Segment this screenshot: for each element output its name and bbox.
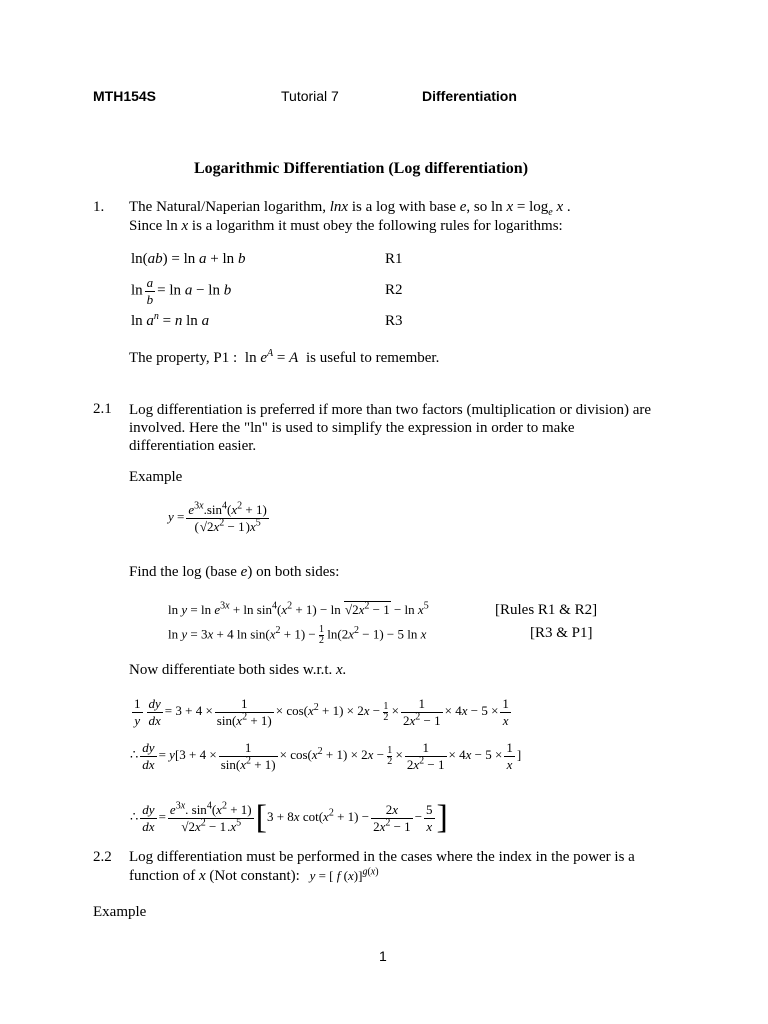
ln-x-formula: ln x — [166, 218, 189, 234]
text: Since — [129, 218, 167, 234]
ln-x-equals-log-e-x-formula: $\ln x = \log_e x$ . — [491, 199, 571, 218]
variable-x: x — [198, 868, 206, 884]
tag-rules-r1-r2: [Rules R1 & R2] — [495, 602, 598, 618]
derivative-equation-3: ∴ $\frac{dy}{dx}$ = $\frac{e^{3x}. \sin^4(x^2 + 1)}{√2x^2 - 1.x^5}$ [3 + 8x $\cot(x^2 + 1)$ − $\frac{2x}{2x^2 - 1}$ − $\frac{5}{x}$ ] — [130, 799, 448, 836]
rule-2-formula: ln $\frac{a}{b}$ = ln a − ln b — [131, 275, 232, 307]
log-equation-2: ln y = 3x + 4 $\ln \sin(x^2 + 1)$ − $\frac{1}{2}$ $\ln(2x^2 - 1) - 5$ ln x — [168, 624, 427, 646]
lnx-term: lnx — [329, 199, 349, 215]
page-number: 1 — [379, 948, 387, 964]
text: The property, P1 : — [129, 350, 238, 366]
rule-3-formula: $\ln a^n = n$ ln a — [131, 311, 210, 329]
paragraph-line: involved. Here the "ln" is used to simplify the expression in order to make — [129, 420, 575, 436]
page-title: Logarithmic Differentiation (Log differentiation) — [194, 160, 529, 177]
section-2-2-line-2 — [129, 868, 379, 885]
section-2-1-paragraph — [129, 401, 651, 455]
differentiate-instruction — [129, 662, 346, 679]
rule-1-label: R1 — [385, 251, 403, 267]
course-code: MTH154S — [93, 88, 157, 104]
property-p1-formula: $\ln e^A = A$ — [244, 348, 299, 366]
text: is useful to remember. — [306, 350, 440, 366]
tutorial-number: Tutorial 7 — [281, 88, 339, 104]
section-2-2-line-1: Log differentiation must be performed in the cases where the index in the power is a — [129, 849, 635, 865]
base-e: e — [459, 199, 467, 215]
header-topic: Differentiation — [422, 88, 517, 104]
derivative-equation-2: ∴ $\frac{dy}{dx}$ = y[3 + 4 × $\frac{1}{\sin(x^2 + 1)}$ × $\cos(x^2 + 1) \times 2x$ − $\frac{1}{2}$ × $\frac{1}{2x^2 - 1}$ × 4x − 5 × $\frac{1}{x}$ ] — [130, 740, 522, 772]
text: Now differentiate both sides w.r.t. — [129, 662, 337, 678]
find-log-instruction — [129, 564, 339, 581]
paragraph-line: differentiation easier. — [129, 438, 257, 454]
paragraph-line: Log differentiation is preferred if more than two factors (multiplication or division) are — [129, 402, 652, 418]
property-p1 — [129, 350, 439, 367]
text: ) on both sides: — [247, 564, 340, 580]
power-function-formula: y = [ f (x)]$^{g(x)}$ — [309, 866, 379, 883]
text: function of — [129, 868, 199, 884]
example-label-2: Example — [93, 904, 147, 920]
section-2-1-number: 2.1 — [93, 401, 112, 417]
text: , so — [466, 199, 492, 215]
section-1-line-1 — [129, 199, 571, 216]
text: The Natural/Naperian logarithm, — [129, 199, 330, 215]
base-e: e — [240, 564, 248, 580]
text: is a logarithm it must obey the following rules for logarithms: — [188, 218, 563, 234]
rule-1-formula: ln(ab) = ln a + ln b — [131, 251, 246, 267]
rule-2-label: R2 — [385, 282, 403, 298]
text: (Not constant): — [205, 868, 300, 884]
example-label: Example — [129, 469, 183, 485]
variable-x: x. — [336, 662, 347, 678]
text: is a log with base — [348, 199, 460, 215]
derivative-equation-1: $\frac{1}{y}$ $\frac{dy}{dx}$ = 3 + 4 × $\frac{1}{\sin(x^2 + 1)}$ × $\cos(x^2 + 1) \times 2x$ − $\frac{1}{2}$ × $\frac{1}{2x^2 - 1}$ × 4x − 5 × $\frac{1}{x}$ — [134, 696, 509, 728]
example-function-formula: y = $\frac{e^{3x}.\sin^4(x^2 + 1)}{(√2x^2 - 1)x^5}$ — [168, 500, 267, 534]
log-equation-1: $\ln y = \ln e^{3x} + \ln \sin^4(x^2 + 1) - \ln √2x^2 - 1 - \ln x^5$ — [168, 600, 429, 617]
section-2-2-number: 2.2 — [93, 849, 112, 865]
section-1-number: 1. — [93, 199, 105, 215]
text: Find the log (base — [129, 564, 241, 580]
section-1-line-2 — [129, 218, 563, 235]
rule-3-label: R3 — [385, 313, 403, 329]
tag-r3-p1: [R3 & P1] — [530, 625, 593, 641]
